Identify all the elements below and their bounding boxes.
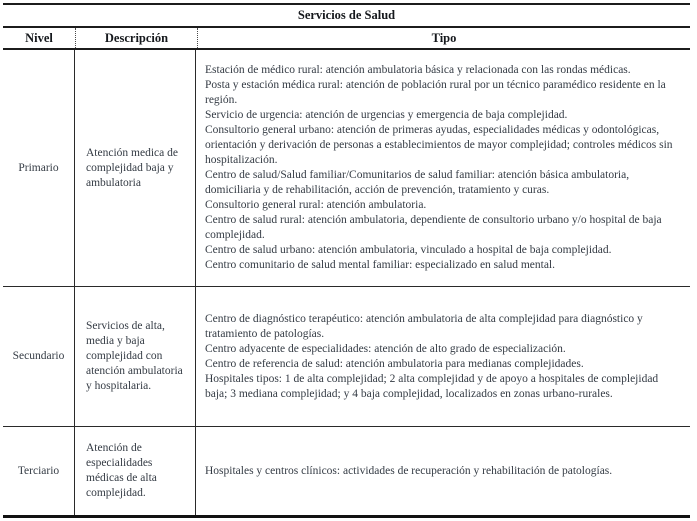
cell-nivel-terciario: Terciario [3,427,75,515]
cell-nivel-secundario: Secundario [3,287,75,426]
cell-descripcion-secundario: Servicios de alta, media y baja complejidad con atención ambulatoria y hospitalaria. [75,287,196,426]
tipo-entry: Centro de diagnóstico terapéutico: atención ambulatoria de alta complejidad para diagnóstico y tratamiento de patologías. [205,312,643,340]
cell-tipo-terciario [196,427,690,515]
cell-tipo-primario [196,50,690,286]
tipo-entry: Centro adyacente de especialidades: atención de alto grado de especialización. [205,342,566,355]
tipo-entry: Centro de referencia de salud: atención ambulatoria para medianas complejidades. [205,357,584,370]
cell-tipo-secundario [196,287,690,426]
tipo-entry: Centro de salud/Salud familiar/Comunitarios de salud familiar: atención básica ambulatoria, domiciliaria y de rehabilitación, acción de prevención, tratamiento y curas. [205,169,630,196]
column-header-tipo: Tipo [431,30,457,45]
tipo-entry: Hospitales y centros clínicos: actividades de recuperación y rehabilitación de patologías. [205,464,613,477]
tipo-entry: Hospitales tipos: 1 de alta complejidad; 2 alta complejidad y de apoyo a hospitales de complejidad baja; 3 mediana complejidad; y 4 baja complejidad, localizados en zonas urbano-rurales. [205,372,659,400]
cell-descripcion-terciario: Atención de especialidades médicas de alta complejidad. [75,427,196,515]
table-header-row [3,28,690,50]
tipo-entry: Posta y estación médica rural: atención de población rural por un técnico paramédico residente en la región. [205,79,666,106]
table-row [3,287,690,427]
tipo-entry: Centro comunitario de salud mental familiar: especializado en salud mental. [205,259,555,271]
health-services-table [3,3,690,518]
cell-descripcion-primario: Atención medica de complejidad baja y ambulatoria [75,50,196,286]
column-header-descripcion: Descripción [76,28,198,48]
tipo-entry: Consultorio general rural: atención ambulatoria. [205,199,427,211]
cell-nivel-primario: Primario [3,50,75,286]
tipo-entry: Centro de salud rural: atención ambulatoria, dependiente de consultorio urbano y/o hospital de baja complejidad. [205,214,662,241]
column-header-nivel: Nivel [3,28,76,48]
tipo-entry: Estación de médico rural: atención ambulatoria básica y relacionada con las rondas médicas. [205,64,631,76]
table-row [3,427,690,515]
tipo-entry: Centro de salud urbano: atención ambulatoria, vinculado a hospital de baja complejidad. [205,244,612,256]
tipo-entry: Consultorio general urbano: atención de primeras ayudas, especialidades médicas y odontológicas, orientación y derivación de personas a establecimientos de mayor complejidad; controles médicos sin hospitalización. [205,124,673,166]
table-title-row [3,5,690,28]
tipo-entry: Servicio de urgencia: atención de urgencias y emergencia de baja complejidad. [205,109,568,121]
table-title: Servicios de Salud [297,8,396,22]
table-row [3,50,690,287]
